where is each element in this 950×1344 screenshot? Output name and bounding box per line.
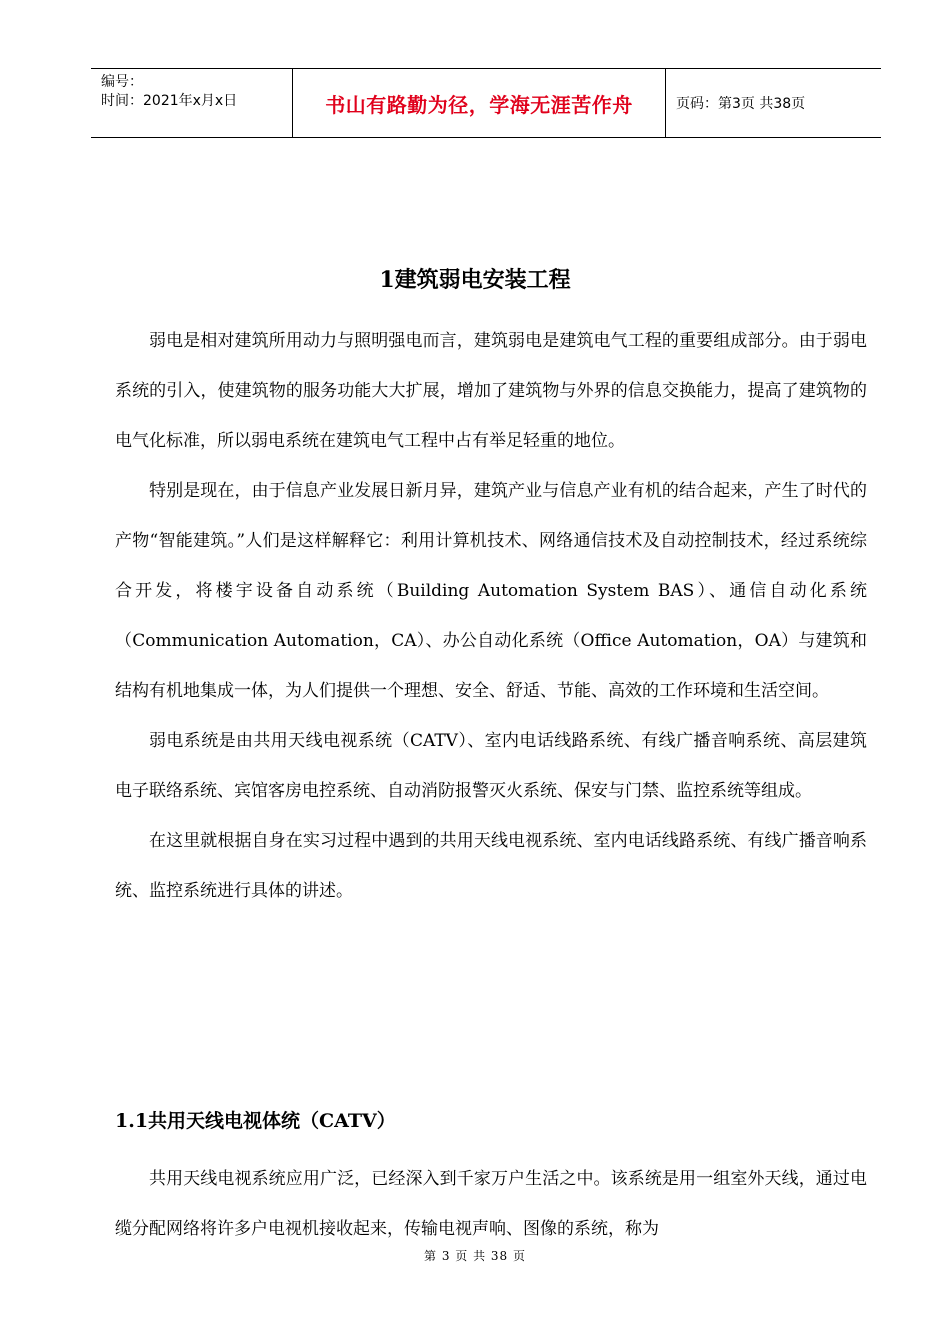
body-text: [115, 316, 867, 916]
document-date: 时间：2021年x月x日: [101, 93, 238, 109]
paragraph: 特别是现在，由于信息产业发展日新月异，建筑产业与信息产业有机的结合起来，产生了时代的产物“智能建筑。”人们是这样解释它：利用计算机技术、网络通信技术及自动控制技术，经过系统综合开发，将楼宇设备自动系统（Building Automation System BAS）、通信自动化系统（Communication Automation，CA）、办公自动化系统（Office Automation，OA）与建筑和结构有机地集成一体，为人们提供一个理想、安全、舒适、节能、高效的工作环境和生活空间。: [115, 481, 867, 701]
section-body: [115, 1154, 867, 1254]
paragraph: 弱电是相对建筑所用动力与照明强电而言，建筑弱电是建筑电气工程的重要组成部分。由于弱电系统的引入，使建筑物的服务功能大大扩展，增加了建筑物与外界的信息交换能力，提高了建筑物的电气化标准，所以弱电系统在建筑电气工程中占有举足轻重的地位。: [115, 331, 867, 451]
chapter-title: 1建筑弱电安装工程: [379, 267, 571, 293]
paragraph: 在这里就根据自身在实习过程中遇到的共用天线电视系统、室内电话线路系统、有线广播音响系统、监控系统进行具体的讲述。: [115, 831, 867, 901]
page-header: [91, 68, 881, 138]
paragraph: 弱电系统是由共用天线电视系统（CATV）、室内电话线路系统、有线广播音响系统、高层建筑电子联络系统、宾馆客房电控系统、自动消防报警灭火系统、保安与门禁、监控系统等组成。: [115, 731, 867, 801]
header-meta: [91, 69, 293, 137]
header-page-number: 页码：第3页 共38页: [676, 96, 806, 112]
page-footer: 第 3 页 共 38 页: [424, 1249, 526, 1263]
document-number-label: 编号：: [101, 74, 143, 90]
section-heading: 1.1共用天线电视体统（CATV）: [115, 1110, 396, 1132]
header-motto: 书山有路勤为径，学海无涯苦作舟: [293, 69, 666, 137]
paragraph: 共用天线电视系统应用广泛，已经深入到千家万户生活之中。该系统是用一组室外天线，通过电缆分配网络将许多户电视机接收起来，传输电视声响、图像的系统，称为: [115, 1169, 867, 1239]
